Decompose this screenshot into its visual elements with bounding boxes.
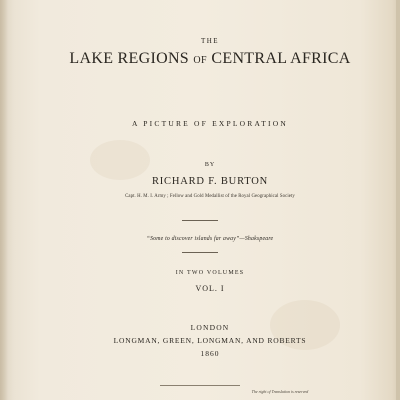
title-article: THE xyxy=(200,37,220,45)
page-edge xyxy=(396,0,400,400)
byline-label: BY xyxy=(204,162,216,168)
rights-note: The right of Translation is reserved xyxy=(251,389,309,394)
book-subtitle: A PICTURE OF EXPLORATION xyxy=(132,119,288,128)
volumes-note: IN TWO VOLUMES xyxy=(175,270,245,276)
book-title-of: OF xyxy=(193,55,208,66)
publisher-name: LONGMAN, GREEN, LONGMAN, AND ROBERTS xyxy=(113,336,307,345)
publication-year: 1860 xyxy=(200,349,220,358)
book-title-part2: CENTRAL AFRICA xyxy=(207,50,351,67)
book-title xyxy=(60,50,360,68)
volume-number: VOL. I xyxy=(195,284,225,293)
publication-place: LONDON xyxy=(190,323,230,332)
divider xyxy=(182,220,218,221)
author-name: RICHARD F. BURTON xyxy=(151,176,269,187)
divider xyxy=(182,252,218,253)
epigraph: “Some to discover islands far away”—Shakspeare xyxy=(146,236,274,242)
author-credentials: Capt. H. M. I. Army ; Fellow and Gold Medallist of the Royal Geographical Society xyxy=(125,194,295,199)
book-title-part1: LAKE REGIONS xyxy=(69,50,194,67)
paper-stain xyxy=(90,140,150,180)
footer-divider xyxy=(160,385,240,386)
spine-shadow xyxy=(0,0,8,400)
